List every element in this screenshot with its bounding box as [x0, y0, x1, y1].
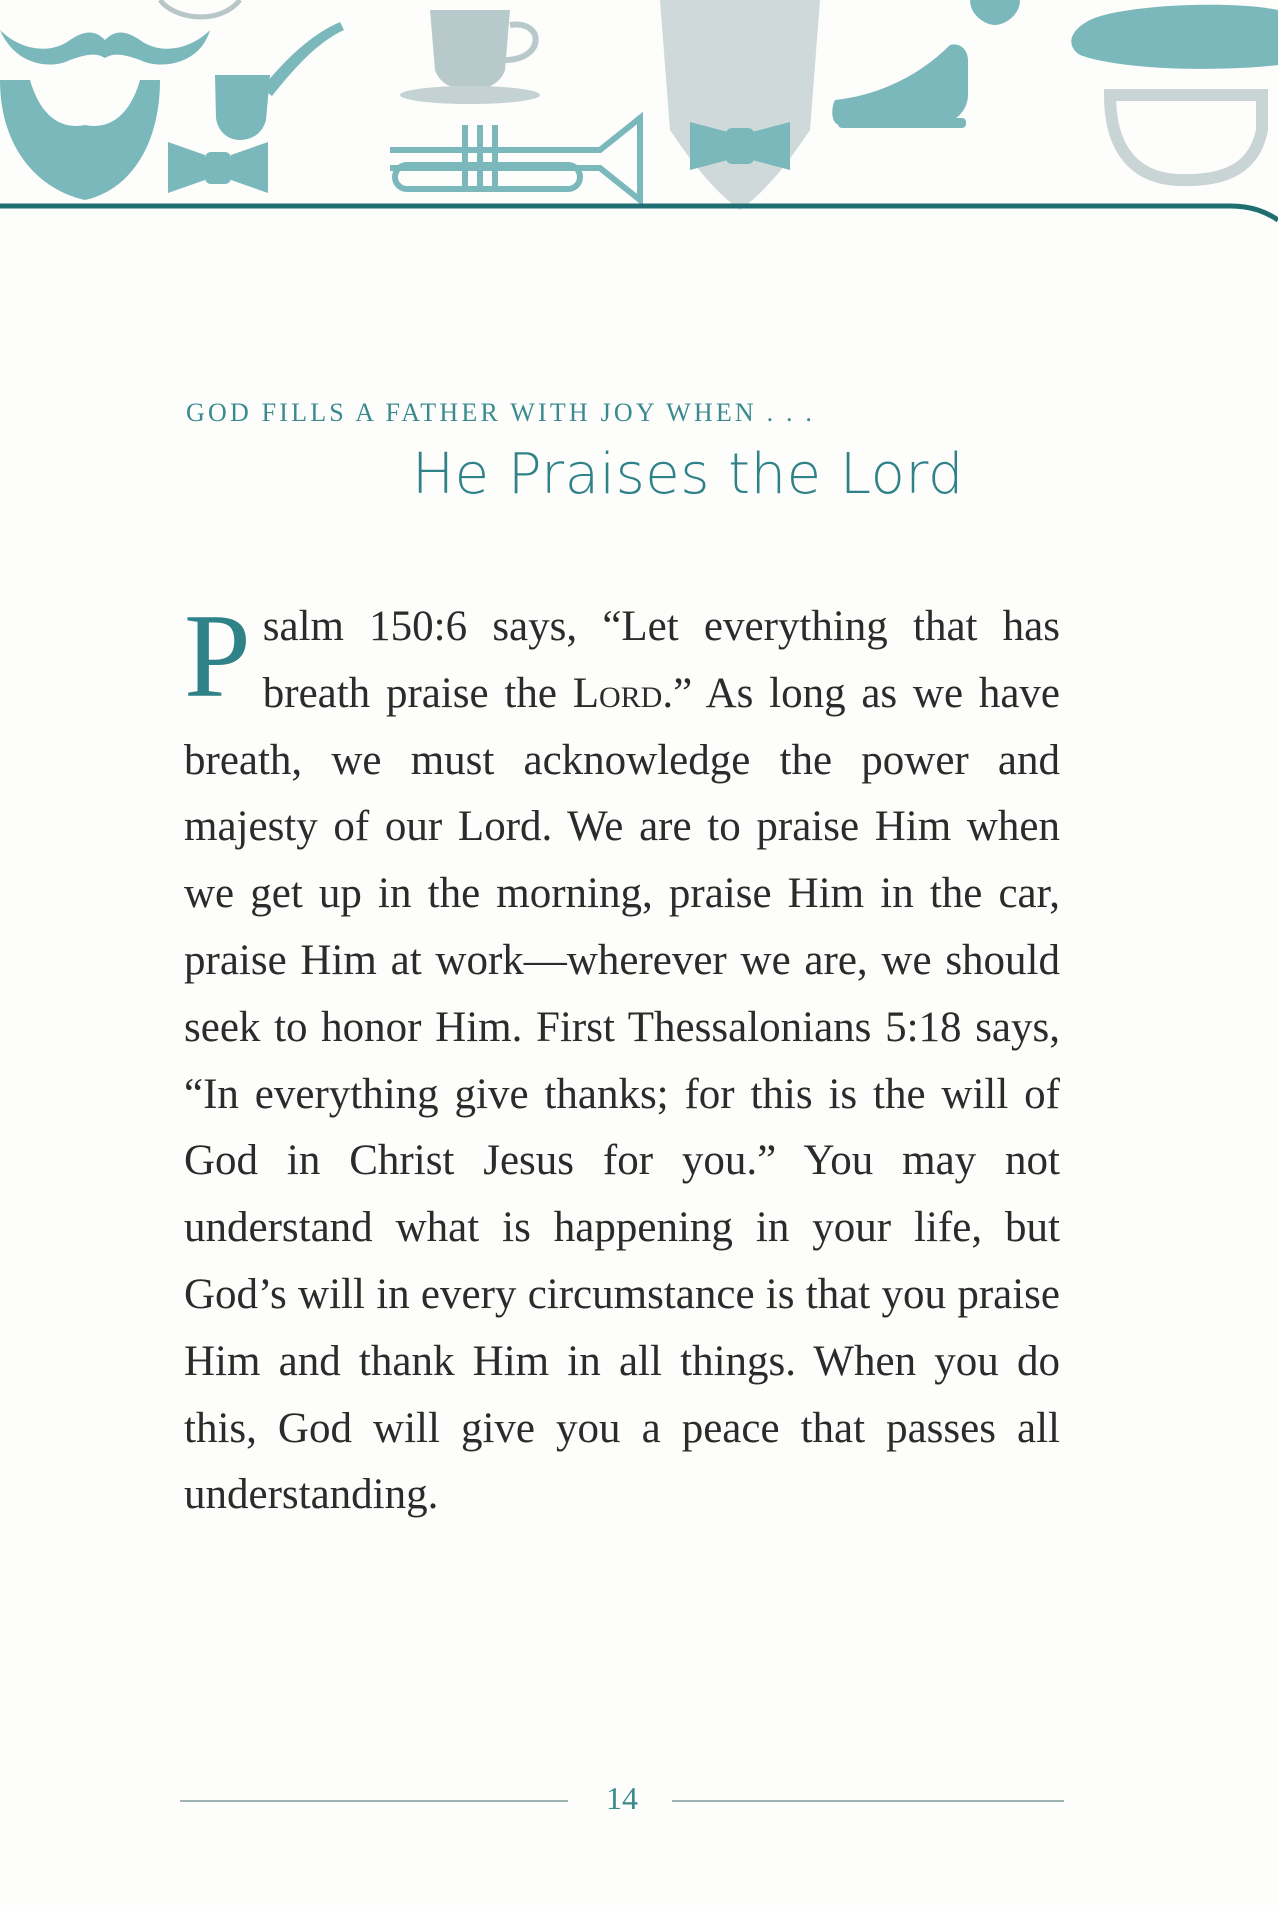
hat-top-icon	[970, 0, 1020, 25]
page-footer	[180, 1780, 1064, 1820]
page-title: He Praises the Lord	[412, 442, 964, 507]
header-illustration	[0, 0, 1278, 240]
necktie-icon	[660, 0, 820, 210]
shoe-icon	[832, 44, 968, 128]
teacup-icon	[400, 10, 540, 104]
mustache-icon	[0, 30, 210, 65]
body-text-part-1: salm 150:6 says, “Let everything that has breath praise the	[262, 603, 1060, 717]
lord-small-caps: Lord	[572, 669, 663, 717]
chapter-eyebrow: GOD FILLS A FATHER WITH JOY WHEN . . .	[186, 398, 816, 427]
body-text-part-2: .” As long as we have breath, we must acknowledge the power and majesty of our Lord. We are to praise Him when we get up in the morning, praise Him in the car, praise Him at work—wherever we are, we should seek to honor Him. First Thessalonians 5:18 says, “In everything give thanks; for this is the will of God in Christ Jesus for you.” You may not understand what is happening in your life, but God’s will in every circumstance is that you praise Him and thank Him in all things. When you do this, God will give you a peace that passes all understanding.	[184, 669, 1061, 1519]
plate-icon	[160, 0, 240, 17]
bow-tie-icon	[168, 142, 268, 193]
devotional-body	[184, 589, 1061, 1529]
hat-icon	[1071, 5, 1278, 69]
header-divider	[0, 206, 1278, 220]
drop-cap: P	[184, 589, 251, 722]
footer-rule-right	[672, 1800, 1064, 1802]
pipe-icon	[215, 22, 344, 140]
trumpet-icon	[390, 118, 640, 200]
beard-icon	[0, 80, 160, 200]
eyeglasses-icon	[1110, 95, 1262, 180]
page-number: 14	[606, 1780, 638, 1816]
